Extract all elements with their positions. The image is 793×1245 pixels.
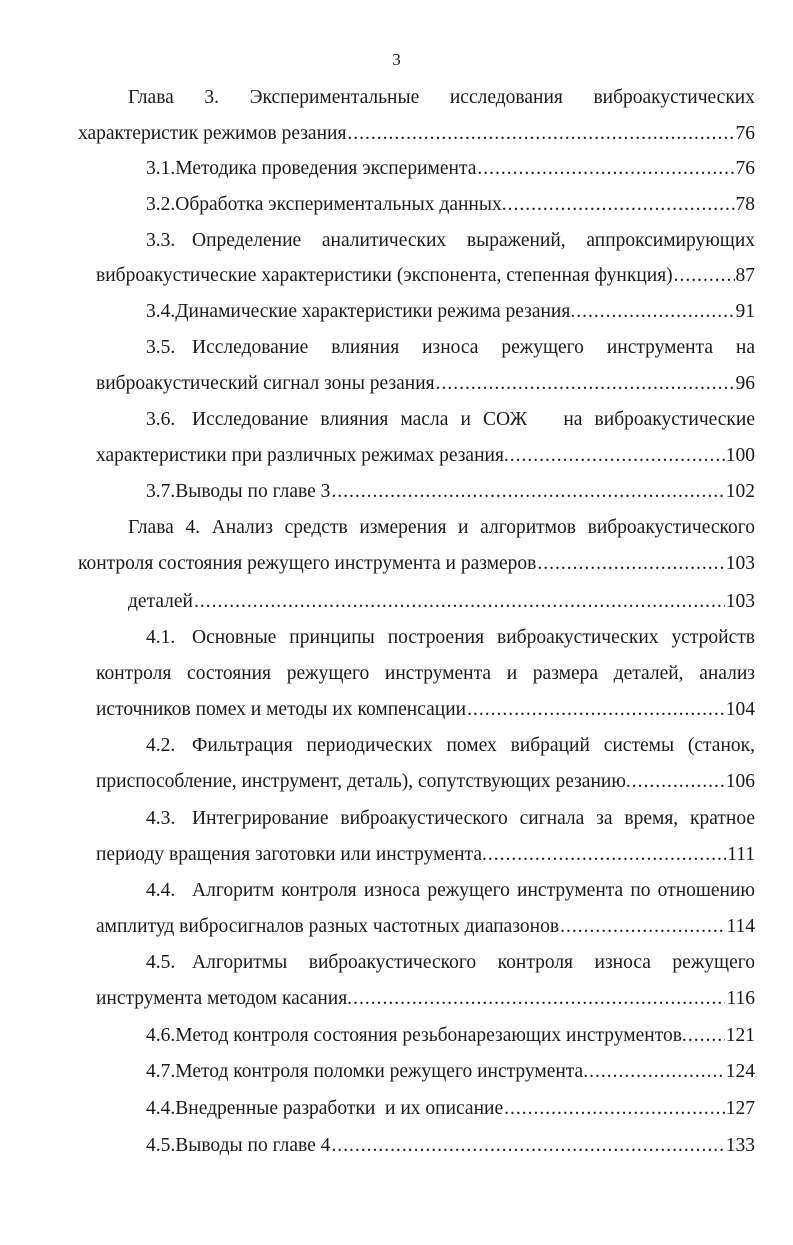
leader-dots [576, 294, 734, 330]
leader-dots [488, 837, 726, 873]
toc-entry-chapter-4-details[interactable] [128, 584, 755, 620]
page-ref: 116 [726, 988, 755, 1009]
section-title-continued: виброакустические характеристики (экспонента, степенная функция) [96, 265, 673, 286]
page-ref: 124 [725, 1061, 755, 1082]
section-title: Методика проведения эксперимента [175, 158, 477, 179]
section-title: Внедренные разработки и их описание [175, 1098, 504, 1119]
toc-entry-4-1-line-3[interactable] [96, 692, 755, 728]
toc-entry-4-3-line-1[interactable] [146, 801, 755, 837]
page-ref: 127 [725, 1098, 755, 1119]
page-ref: 106 [725, 771, 755, 792]
section-number: 3.3. [146, 230, 176, 251]
leader-dots [331, 1128, 724, 1164]
page-ref: 133 [725, 1135, 755, 1156]
leader-dots [537, 546, 724, 582]
leader-dots [477, 151, 734, 187]
page-number: 3 [392, 50, 401, 69]
section-number: 4.4. [146, 880, 176, 901]
toc-entry-4-4-line-1[interactable] [146, 873, 755, 909]
toc-entry-3-7[interactable] [146, 474, 755, 510]
section-number: 3.1. [146, 158, 176, 179]
toc-entry-3-4[interactable] [146, 294, 755, 330]
section-number: 4.2. [146, 735, 176, 756]
page-ref: 78 [735, 194, 755, 215]
page-ref: 121 [725, 1025, 755, 1046]
leader-dots [674, 258, 735, 294]
section-number: 3.4. [146, 301, 176, 322]
page-ref: 87 [735, 265, 755, 286]
toc-entry-3-3-line-1[interactable] [146, 223, 755, 259]
section-title: Алгоритмы виброакустического контроля износа режущего [192, 952, 755, 973]
section-title: Обработка экспериментальных данных. [175, 194, 507, 215]
section-title: Основные принципы построения виброакустических устройств [192, 627, 755, 648]
page-ref: 76 [735, 123, 755, 144]
page-ref: 103 [725, 591, 755, 612]
toc-entry-3-3-line-2[interactable] [96, 258, 755, 294]
section-title: Метод контроля поломки режущего инструмента. [175, 1061, 589, 1082]
section-number: 4.1. [146, 627, 176, 648]
section-number: 3.2. [146, 194, 176, 215]
page-ref: 96 [735, 373, 755, 394]
leader-dots [508, 187, 735, 223]
section-number: 3.6. [146, 409, 176, 430]
section-title: Динамические характеристики режима резания. [175, 301, 576, 322]
toc-entry-4-4-line-2[interactable] [96, 909, 755, 945]
section-title: Алгоритм контроля износа режущего инструмента по отношению [192, 880, 755, 901]
toc-entry-3-1[interactable] [146, 151, 755, 187]
page-ref: 76 [735, 158, 755, 179]
page-ref: 114 [726, 916, 755, 937]
section-title-continued: периоду вращения заготовки или инструмента. [96, 844, 487, 865]
section-title: Интегрирование виброакустического сигнала за время, кратное [192, 808, 755, 829]
page-ref: 100 [725, 445, 755, 466]
section-number: 4.6. [146, 1025, 176, 1046]
page-ref: 103 [725, 553, 755, 574]
section-title: Выводы по главе 3 [175, 481, 331, 502]
section-title-continued: характеристики при различных режимах резания. [96, 445, 509, 466]
toc-entry-chapter-4[interactable] [78, 546, 755, 582]
toc-entry-4-5-line-2[interactable] [96, 981, 755, 1017]
leader-dots [688, 1018, 725, 1054]
section-number: 3.5. [146, 337, 176, 358]
section-title-continued: приспособление, инструмент, деталь), сопутствующих резанию. [96, 771, 631, 792]
toc-entry-4-3-line-2[interactable] [96, 837, 755, 873]
toc-entry-4-1-line-1[interactable] [146, 620, 755, 656]
section-title-continued: амплитуд вибросигналов разных частотных диапазонов [96, 916, 560, 937]
chapter-4-title-line-2: контроля состояния режущего инструмента и размеров [78, 553, 537, 574]
section-title: Исследование влияния износа режущего инструмента на [192, 337, 755, 358]
leader-dots [347, 116, 734, 152]
toc-entry-3-5-line-2[interactable] [96, 366, 755, 402]
page-ref: 91 [735, 301, 755, 322]
chapter-4-title-line-1: Глава 4. Анализ средств измерения и алгоритмов виброакустического [128, 517, 755, 538]
chapter-3-title-line-2: характеристик режимов резания [78, 123, 347, 144]
section-title-continued: виброакустический сигнал зоны резания [96, 373, 435, 394]
section-title-continued: источников помех и методы их компенсации [96, 699, 467, 720]
section-number: 4.3. [146, 808, 176, 829]
toc-entry-3-2[interactable] [146, 187, 755, 223]
leader-dots [504, 1091, 725, 1127]
toc-entry-3-5-line-1[interactable] [146, 330, 755, 366]
section-title-continued: инструмента методом касания. [96, 988, 353, 1009]
leader-dots [467, 692, 725, 728]
toc-entry-4-2-line-1[interactable] [146, 728, 755, 764]
toc-entry-4-7[interactable] [146, 1054, 755, 1090]
leader-dots [194, 584, 725, 620]
section-number: 4.4. [146, 1098, 176, 1119]
toc-entry-4-5-line-1[interactable] [146, 945, 755, 981]
leader-dots [510, 438, 725, 474]
leader-dots [589, 1054, 725, 1090]
section-number: 4.7. [146, 1061, 176, 1082]
toc-entry-4-2-line-2[interactable] [96, 764, 755, 800]
toc-entry-3-6-line-1[interactable] [146, 402, 755, 438]
toc-entry-4-4-implemented[interactable] [146, 1091, 755, 1127]
page-ref: 102 [725, 481, 755, 502]
section-title: Исследование влияния масла и СОЖ на виброакустические [192, 409, 755, 430]
toc-entry-4-6[interactable] [146, 1018, 755, 1054]
leader-dots [436, 366, 735, 402]
leader-dots [331, 474, 724, 510]
section-number: 4.5. [146, 1135, 176, 1156]
toc-entry-3-6-line-2[interactable] [96, 438, 755, 474]
section-number: 3.7. [146, 481, 176, 502]
toc-entry-4-1-line-2: контроля состояния режущего инструмента и размера деталей, анализ [96, 663, 755, 684]
section-title: Метод контроля состояния резьбонарезающих инструментов. [175, 1025, 687, 1046]
section-title: Определение аналитических выражений, аппроксимирующих [192, 230, 755, 251]
toc-entry-chapter-3[interactable] [78, 116, 755, 152]
section-title: Выводы по главе 4 [175, 1135, 331, 1156]
chapter-3-title-line-1: Глава 3. Экспериментальные исследования виброакустических [128, 87, 755, 108]
leader-dots [560, 909, 725, 945]
section-number: 4.5. [146, 952, 176, 973]
chapter-4-title-line-3: деталей [128, 591, 193, 612]
leader-dots [632, 764, 725, 800]
page-ref: 104 [725, 699, 755, 720]
leader-dots [353, 981, 725, 1017]
page-ref: 111 [727, 844, 755, 865]
section-title: Фильтрация периодических помех вибраций системы (станок, [192, 735, 755, 756]
toc-entry-4-5-conclusions[interactable] [146, 1128, 755, 1164]
